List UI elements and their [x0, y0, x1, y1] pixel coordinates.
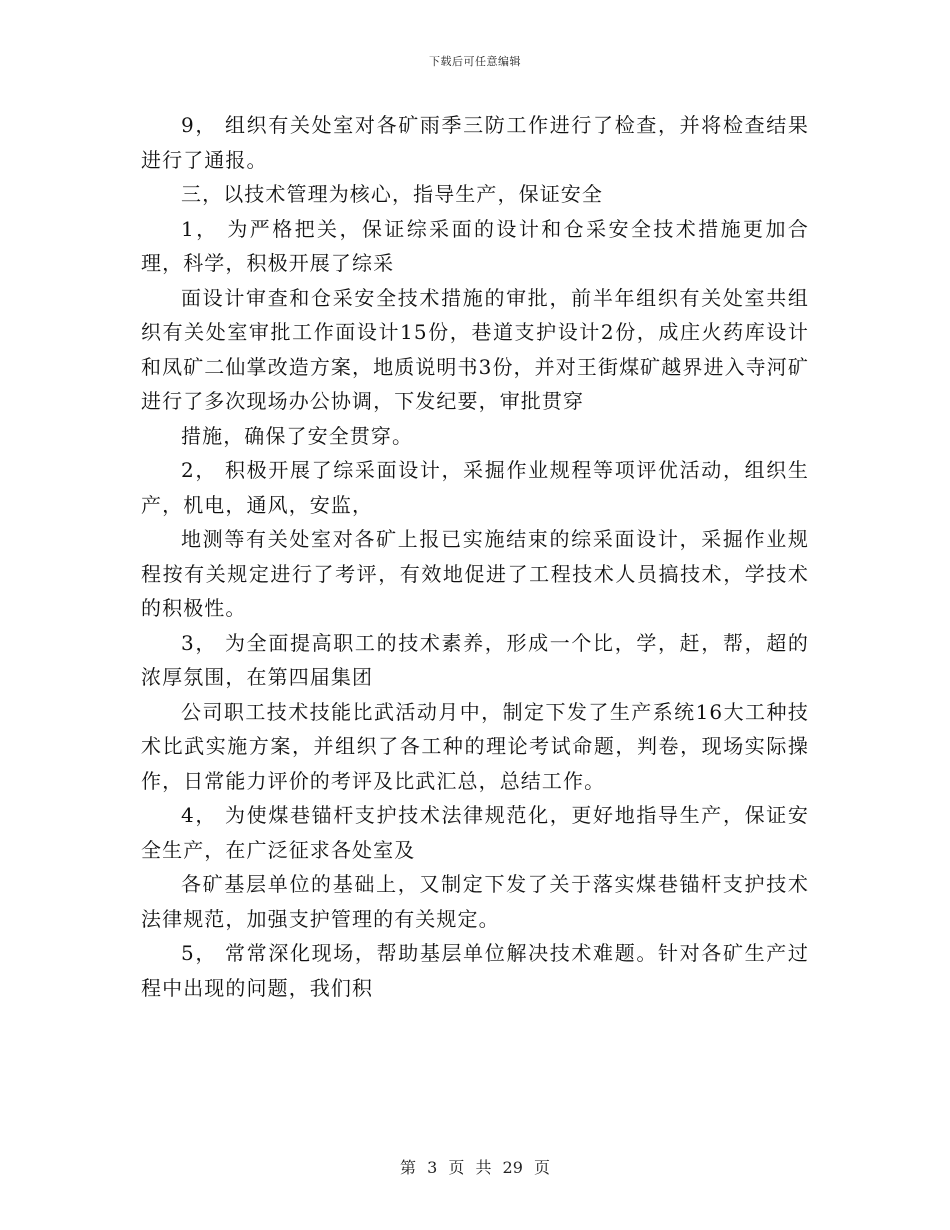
paragraph-bolt-support-rules: 各矿基层单位的基础上，又制定下发了关于落实煤巷锚杆支护技术法律规范，加强支护管理的有关规定。 — [141, 872, 809, 931]
paragraph-item-5-field-support: 5， 常常深化现场，帮助基层单位解决技术难题。针对各矿生产过程中出现的问题，我们积 — [141, 941, 809, 1000]
paragraph-evaluation-details: 地测等有关处室对各矿上报已实施结束的综采面设计，采掘作业规程按有关规定进行了考评，有效地促进了工程技术人员搞技术，学技术的积极性。 — [141, 527, 809, 620]
section-heading-technical-management: 三，以技术管理为核心，指导生产，保证安全 — [181, 182, 603, 206]
page-header: 下载后可任意编辑 — [429, 55, 521, 68]
paragraph-safety-measures: 措施，确保了安全贯穿。 — [181, 423, 414, 448]
page-number: 第 3 页 共 29 页 — [400, 1158, 550, 1177]
paragraph-item-1-design-review: 1， 为严格把关，保证综采面的设计和仓采安全技术措施更加合理，科学，积极开展了综采 — [141, 216, 809, 275]
paragraph-item-9-inspection: 9， 组织有关处室对各矿雨季三防工作进行了检查，并将检查结果进行了通报。 — [141, 113, 809, 172]
paragraph-design-approval-details: 面设计审查和仓采安全技术措施的审批，前半年组织有关处室共组织有关处室审批工作面设计15份，巷道支护设计2份，成庄火药库设计和凤矿二仙掌改造方案，地质说明书3份，并对王街煤矿越界进入寺河矿进行了多次现场办公协调，下发纪要，审批贯穿 — [141, 285, 809, 413]
paragraph-skills-competition: 公司职工技术技能比武活动月中，制定下发了生产系统16大工种技术比武实施方案，并组织了各工种的理论考试命题，判卷，现场实际操作，日常能力评价的考评及比武汇总，总结工作。 — [141, 699, 809, 793]
paragraph-item-4-bolt-support: 4， 为使煤巷锚杆支护技术法律规范化，更好地指导生产，保证安全生产，在广泛征求各处室及 — [141, 803, 809, 862]
paragraph-item-3-skills: 3， 为全面提高职工的技术素养，形成一个比，学，赶，帮，超的浓厚氛围，在第四届集团 — [141, 630, 809, 689]
document-body — [141, 108, 809, 1005]
paragraph-item-2-evaluation: 2， 积极开展了综采面设计，采掘作业规程等项评优活动，组织生产，机电，通风，安监， — [141, 458, 809, 517]
